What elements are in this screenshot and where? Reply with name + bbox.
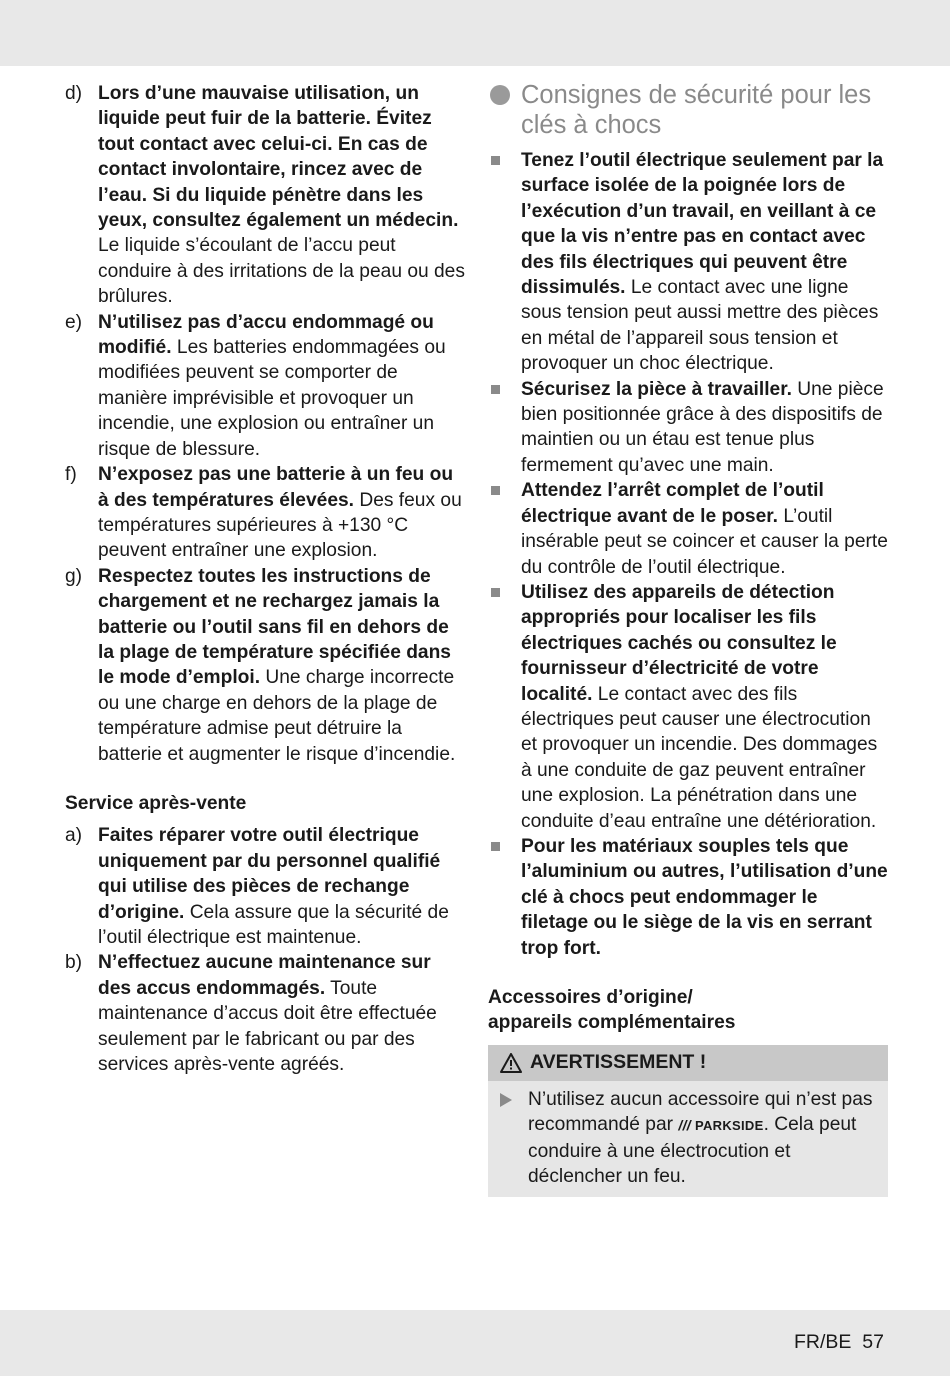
item-text: Les batteries endommagées ou modifiées peuvent se comporter de manière imprévisible et provoquer un incendie, une explosion ou entraîner un risque de blessure. [98,337,446,460]
warning-text-after: . Cela peut conduire à une électrocution et déclencher un feu. [528,1114,857,1188]
list-marker: f) [65,464,77,486]
item-text: Cela assure que la sécurité de l’outil électrique est maintenue. [98,901,449,948]
accessories-title [488,985,888,1036]
item-bold-text: N’effectuez aucune maintenance sur des accus endommagés. [98,952,431,999]
item-bold-text: Lors d’une mauvaise utilisation, un liquide peut fuir de la batterie. Évitez tout contact avec celui-ci. En cas de contact involontaire, rincez avec de l’eau. Si du liquide pénètre dans les yeux, consultez également un médecin. [98,83,459,232]
item-bold-text: Tenez l’outil électrique seulement par la surface isolée de la poignée lors de l’exécution d’un travail, en veillant à ce que la vis n’entre pas en contact avec des fils électriques qui peuvent être dissimulés. [521,150,884,299]
right-column [488,80,888,1197]
square-bullet-icon [491,588,500,597]
item-text: Une charge incorrecte ou une charge en dehors de la plage de température admise peut détruire la batterie et augmenter le risque d’incendie. [98,667,456,765]
page-number: 57 [862,1331,884,1353]
footer-label: FR/BE [794,1331,852,1353]
warning-body [488,1081,888,1198]
item-bold-text: Attendez l’arrêt complet de l’outil électrique avant de le poser. [521,480,824,527]
warning-box [488,1045,888,1198]
list-marker: a) [65,825,83,847]
square-bullet-icon [491,486,500,495]
list-item-d [65,81,465,310]
service-title: Service après-vente [65,792,247,814]
service-item-a [65,823,465,950]
item-bold-text: Utilisez des appareils de détection appropriés pour localiser les fils électriques cachés ou consultez le fournisseur d’électricité de votre localité. [521,581,837,705]
square-bullet-icon [491,385,500,394]
list-item-e [65,310,465,462]
item-text: Toute maintenance d’accus doit être effectuée seulement par le fabricant ou par des services après-vente agréés. [98,977,437,1076]
warning-text-before: N’utilisez aucun accessoire qui n’est pas recommandé par [528,1088,873,1136]
accessories-title-line-2: appareils complémentaires [488,1012,736,1034]
accessories-title-line-1: Accessoires d’origine/ [488,987,693,1008]
bullet-item [488,478,888,580]
item-text: Une pièce bien positionnée grâce à des dispositifs de maintien ou un étau est tenue plus fermement qu’avec une main. [521,378,884,476]
bullet-item [488,377,888,479]
item-text: Le liquide s’écoulant de l’accu peut conduire à des irritations de la peau ou des brûlures. [98,235,465,308]
square-bullet-icon [491,156,500,165]
bullet-item [488,580,888,834]
parkside-logo: /// PARKSIDE [678,1113,763,1138]
list-marker: b) [65,952,83,974]
item-text: Le contact avec des fils électriques peut causer une électrocution et provoquer un incendie. Des dommages à une conduite de gaz peuvent entraîner une explosion. La pénétration dans une conduite d’eau entraîne une détérioration. [521,683,878,832]
item-bold-text: Faites réparer votre outil électrique uniquement par du personnel qualifié qui utilise des pièces de rechange d’origine. [98,825,441,923]
warning-header [488,1045,888,1081]
page-header-band [0,0,950,66]
brand-name: PARKSIDE [694,1118,764,1134]
item-bold-text: Sécurisez la pièce à travailler. [521,378,792,400]
list-item-g [65,564,465,767]
item-text: L’outil insérable peut se coincer et causer la perte du contrôle de l’outil électrique. [521,505,888,578]
item-bold-text: Pour les matériaux souples tels que l’aluminium ou autres, l’utilisation d’une clé à chocs peut endommager le filetage ou le siège de la vis en serrant trop fort. [521,835,888,959]
list-marker: g) [65,565,83,587]
section-heading-text: Consignes de sécurité pour les clés à chocs [521,81,872,139]
square-bullet-icon [491,842,500,851]
section-heading [488,80,888,140]
circle-bullet-icon [490,85,510,105]
warning-triangle-icon [500,1053,522,1073]
item-text: Des feux ou températures supérieures à +130 °C peuvent entraîner une explosion. [98,489,462,562]
left-column [65,81,465,1077]
item-bold-text: Respectez toutes les instructions de chargement et ne rechargez jamais la batterie ou l’outil sans fil en dehors de la plage de température spécifiée dans le mode d’emploi. [98,565,451,689]
list-item-f [65,462,465,564]
service-item-b [65,950,465,1077]
list-marker: d) [65,83,83,104]
item-bold-text: N’exposez pas une batterie à un feu ou à des températures élevées. [98,464,454,511]
warning-title: AVERTISSEMENT ! [530,1051,707,1074]
list-marker: e) [65,311,83,333]
item-bold-text: N’utilisez pas d’accu endommagé ou modifié. [98,311,434,359]
item-text: Le contact avec une ligne sous tension peut aussi mettre des pièces en métal de l’appareil sous tension et provoquer un choc électrique. [521,277,879,375]
page-footer [794,1331,884,1354]
bullet-item [488,148,888,377]
arrow-right-icon [500,1093,512,1107]
bullet-item [488,834,888,961]
